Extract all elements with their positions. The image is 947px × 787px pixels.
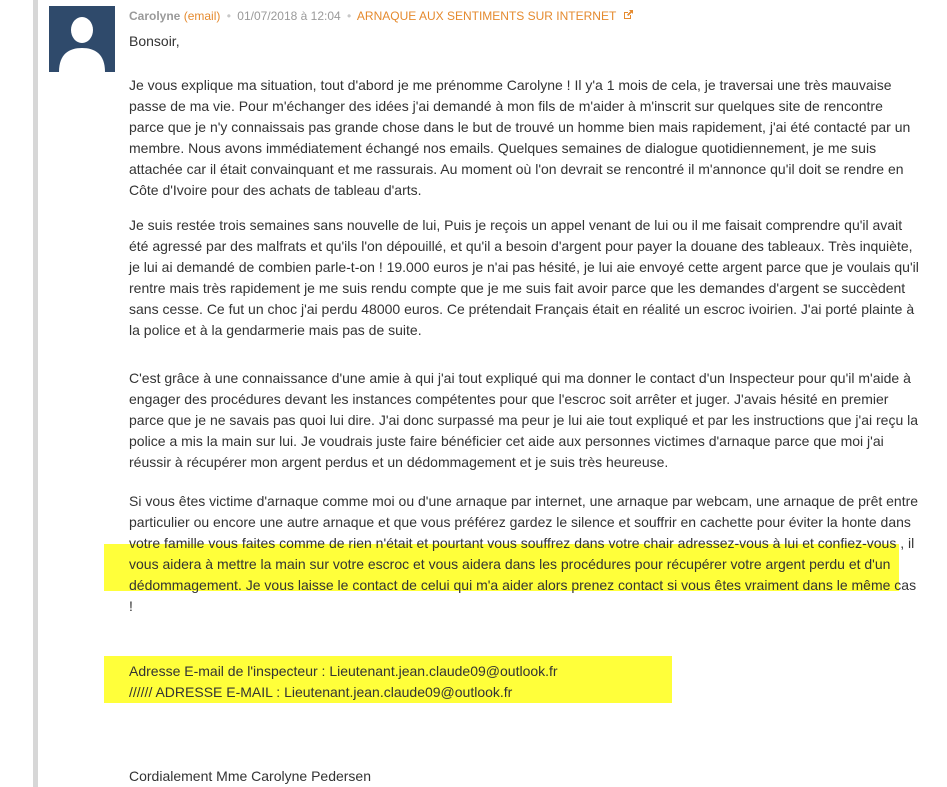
- avatar: [49, 6, 115, 72]
- contact-line: ////// ADRESSE E-MAIL : Lieutenant.jean.claude09@outlook.fr: [129, 684, 513, 700]
- contact-line: Adresse E-mail de l'inspecteur : Lieutenant.jean.claude09@outlook.fr: [129, 663, 558, 679]
- comment-signature: Cordialement Mme Carolyne Pedersen: [129, 768, 371, 784]
- comment-meta: [129, 8, 634, 24]
- user-silhouette-icon: [49, 6, 115, 72]
- topic-link[interactable]: [357, 9, 635, 23]
- thread-indent-bar: [33, 0, 38, 787]
- comment-paragraph: Je suis restée trois semaines sans nouvelle de lui, Puis je reçois un appel venant de lui ou il me faisait comprendre qu'il avait été agressé par des malfrats et qu'ils l'on dépouillé, et qu'il a besoin d'argent pour payer la douane des tableaux. Très inquiète, je lui ai demandé de combien parle-t-on ! 19.000 euros je n'ai pas hésité, je lui aie envoyé cette argent parce que je voulais qu'il rentre mais très rapidement je me suis rendu compte que je me suis fait avoir parce que les demandes d'argent se succèdent sans cesse. Ce fut un choc j'ai perdu 48000 euros. Ce prétendait Français était en réalité un escroc ivoirien. J'ai porté plainte à la police et à la gendarmerie mais pas de suite.: [129, 217, 919, 338]
- external-link-icon: [622, 9, 634, 21]
- comment-paragraph: Si vous êtes victime d'arnaque comme moi ou d'une arnaque par internet, une arnaque par webcam, une arnaque de prêt entre particulier ou encore une autre arnaque et que vous préférez gardez le silence et souffrir en cachette pour éviter la honte dans votre famille vous faites comme de rien n'était et pourtant vous souffrez dans votre chair adressez-vous à lui et confiez-vous , il vous aidera à mettre la main sur votre escroc et vous aidera dans les procédures pour récupérer votre argent perdu et d'un dédommagement. Je vous laisse le contact de celui qui m'a aider alors prenez contact si vous êtes vraiment dans le même cas !: [129, 493, 919, 614]
- contact-block: [129, 661, 558, 703]
- comment-paragraph: Je vous explique ma situation, tout d'abord je me prénomme Carolyne ! Il y'a 1 mois de cela, je traversai une très mauvaise passe de ma vie. Pour m'échanger des idées j'ai demandé à mon fils de m'aider à m'inscrit sur quelques site de rencontre parce que je n'y connaissais pas grande chose dans le but de trouvé un homme bien mais rapidement, j'ai été contacté par un membre. Nous avons immédiatement échangé nos emails. Quelques semaines de dialogue quotidiennement, je me suis attachée car il était convainquant et me rassurais. Au moment où l'on devrait se rencontré il m'annonce qu'il doit se rendre en Côte d'Ivoire pour des achats de tableau d'arts.: [129, 77, 911, 198]
- topic-link-label: ARNAQUE AUX SENTIMENTS SUR INTERNET: [356, 9, 617, 23]
- comment-greeting: Bonsoir,: [129, 33, 180, 49]
- meta-separator: •: [226, 9, 231, 23]
- comment-author[interactable]: Carolyne: [129, 9, 181, 23]
- meta-separator: •: [347, 9, 352, 23]
- author-email-link[interactable]: (email): [183, 9, 221, 23]
- comment-paragraph: C'est grâce à une connaissance d'une amie à qui j'ai tout expliqué qui ma donner le contact d'un Inspecteur pour qu'il m'aide à engager des procédures devant les instances compétentes pour que l'escroc soit arrêter et juger. J'avais hésité en premier parce que je ne savais pas quoi lui dire. J'ai donc surpassé ma peur je lui aie tout expliqué et par les instructions que j'ai reçu la police a mis la main sur lui. Je voudrais juste faire bénéficier cet aide aux personnes victimes d'arnaque parce que moi j'ai réussir à récupérer mon argent perdus et un dédommagement et je suis très heureuse.: [129, 370, 919, 470]
- comment-date[interactable]: 01/07/2018 à 12:04: [237, 9, 341, 23]
